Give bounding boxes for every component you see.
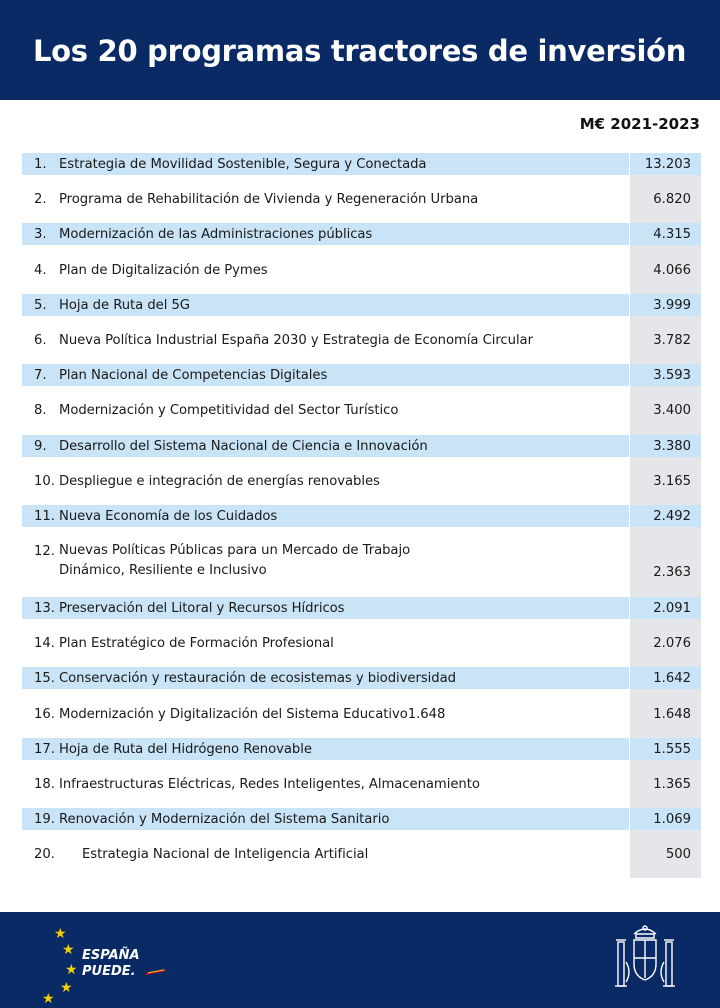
- program-row: [22, 597, 701, 632]
- program-number: 15.: [34, 671, 55, 687]
- program-name: Plan Nacional de Competencias Digitales: [59, 368, 328, 384]
- program-row: [22, 505, 701, 540]
- program-number: 10.: [34, 473, 55, 489]
- program-value: 1.365: [653, 777, 691, 792]
- program-value: 1.648: [653, 706, 691, 722]
- program-name: Modernización de las Administraciones públicas: [59, 227, 373, 243]
- program-row: [22, 223, 701, 258]
- program-name: Hoja de Ruta del Hidrógeno Renovable: [59, 741, 312, 757]
- program-value: 2.091: [653, 601, 691, 617]
- program-name: Nueva Economía de los Cuidados: [59, 508, 278, 524]
- program-name: Preservación del Litoral y Recursos Hídricos: [59, 601, 345, 617]
- program-value: 1.069: [653, 812, 691, 828]
- program-name: Plan Estratégico de Formación Profesional: [59, 636, 334, 652]
- program-number: 6.: [34, 332, 47, 348]
- program-row: [22, 808, 701, 843]
- program-name: Despliegue e integración de energías renovables: [59, 473, 380, 489]
- flag-swoosh-icon: [146, 969, 166, 975]
- program-value: 3.165: [653, 473, 691, 489]
- program-number: 12.: [34, 544, 55, 560]
- program-row: [22, 632, 701, 667]
- program-row: [22, 153, 701, 188]
- program-row: [22, 364, 701, 399]
- programs-table: [22, 153, 701, 879]
- program-row: [22, 667, 701, 702]
- header-bar: [0, 0, 720, 100]
- program-value: 2.076: [653, 636, 691, 652]
- program-number: 11.: [34, 508, 55, 524]
- program-number: 2.: [34, 192, 47, 208]
- footer-bar: ★ ★ ★ ★ ★ ESPAÑA PUEDE.: [0, 912, 720, 1008]
- program-value: 13.203: [644, 157, 691, 172]
- program-row: [22, 435, 701, 470]
- program-row: [22, 703, 701, 738]
- program-row: [22, 329, 701, 364]
- program-number: 19.: [34, 812, 55, 828]
- program-number: 7.: [34, 368, 47, 384]
- program-name: Hoja de Ruta del 5G: [59, 297, 190, 313]
- program-name: Desarrollo del Sistema Nacional de Ciencia e Innovación: [59, 438, 428, 454]
- program-value: 3.999: [653, 297, 691, 313]
- program-number: 16.: [34, 706, 55, 722]
- program-value: 1.642: [653, 671, 691, 687]
- program-name: Modernización y Competitividad del Sector Turístico: [59, 403, 399, 419]
- program-row: [22, 540, 701, 597]
- program-name: Conservación y restauración de ecosistemas y biodiversidad: [59, 671, 456, 687]
- program-row: [22, 470, 701, 505]
- program-name: Estrategia de Movilidad Sostenible, Segura y Conectada: [59, 157, 427, 172]
- program-name: Programa de Rehabilitación de Vivienda y Regeneración Urbana: [59, 192, 479, 208]
- espana-puede-logo: [82, 948, 140, 980]
- program-row: [22, 399, 701, 434]
- program-name: Estrategia Nacional de Inteligencia Artificial: [82, 847, 369, 863]
- program-value: 6.820: [653, 192, 691, 208]
- program-number: 17.: [34, 741, 55, 757]
- brand-line-1: ESPAÑA: [82, 948, 140, 963]
- program-value: 500: [665, 847, 691, 863]
- program-number: 14.: [34, 636, 55, 652]
- program-row: [22, 259, 701, 294]
- program-value: 3.782: [653, 332, 691, 348]
- page-title: Los 20 programas tractores de inversión: [33, 34, 687, 68]
- unit-label: M€ 2021-2023: [579, 115, 700, 133]
- program-value: 3.380: [653, 438, 691, 454]
- program-name: Infraestructuras Eléctricas, Redes Inteligentes, Almacenamiento: [59, 777, 480, 792]
- program-number: 20.: [34, 847, 55, 863]
- program-name: Plan de Digitalización de Pymes: [59, 262, 268, 278]
- program-name: Nueva Política Industrial España 2030 y Estrategia de Economía Circular: [59, 332, 533, 348]
- program-number: 13.: [34, 601, 55, 617]
- program-row: [22, 188, 701, 223]
- program-value: 4.315: [653, 227, 691, 243]
- program-row: [22, 773, 701, 808]
- program-number: 18.: [34, 777, 55, 792]
- program-row: [22, 294, 701, 329]
- program-name: Renovación y Modernización del Sistema Sanitario: [59, 812, 390, 828]
- program-value: 2.363: [653, 565, 691, 581]
- program-number: 8.: [34, 403, 47, 419]
- program-name: Nuevas Políticas Públicas para un Mercado de Trabajo Dinámico, Resiliente e Inclusivo: [59, 543, 411, 579]
- program-number: 5.: [34, 297, 47, 313]
- program-number: 4.: [34, 262, 47, 278]
- program-row: [22, 738, 701, 773]
- spain-coat-of-arms-icon: [612, 922, 678, 1002]
- program-name: Modernización y Digitalización del Sistema Educativo1.648: [59, 706, 446, 722]
- program-row: [22, 843, 701, 878]
- program-number: 9.: [34, 438, 47, 454]
- program-number: 1.: [34, 157, 47, 172]
- program-number: 3.: [34, 227, 47, 243]
- program-value: 3.593: [653, 368, 691, 384]
- program-value: 1.555: [653, 741, 691, 757]
- program-value: 4.066: [653, 262, 691, 278]
- program-value: 3.400: [653, 403, 691, 419]
- program-value: 2.492: [653, 508, 691, 524]
- brand-line-2: PUEDE.: [82, 964, 136, 979]
